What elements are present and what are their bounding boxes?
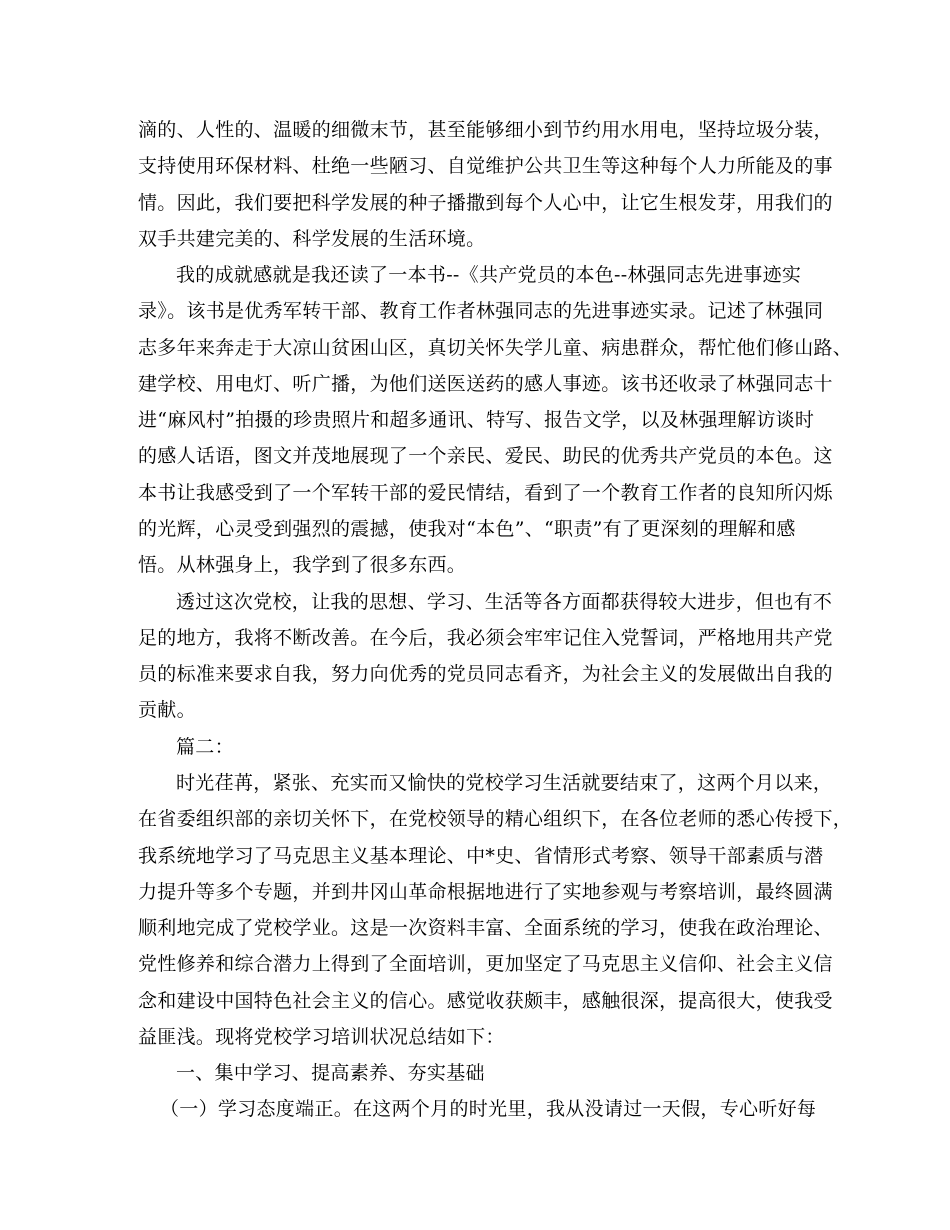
text-line: 我系统地学习了马克思主义基本理论、中*史、省情形式考察、领导干部素质与潜	[138, 845, 824, 867]
section-heading: 篇二：	[176, 736, 234, 758]
text-line: 时光荏苒，紧张、充实而又愉快的党校学习生活就要结束了，这两个月以来，	[176, 772, 833, 794]
text-line: 进“麻风村”拍摄的珍贵照片和超多通讯、特写、报告文学，以及林强理解访谈时	[138, 409, 815, 431]
text-line: 贡献。	[138, 699, 196, 721]
text-line: 益匪浅。现将党校学习培训状况总结如下：	[138, 1026, 505, 1048]
section-heading: 一、集中学习、提高素养、夯实基础	[176, 1062, 485, 1084]
text-line: 顺利地完成了党校学业。这是一次资料丰富、全面系统的学习，使我在政治理论、	[138, 917, 833, 939]
text-line: 双手共建完美的、科学发展的生活环境。	[138, 228, 486, 250]
text-line: 建学校、用电灯、听广播，为他们送医送药的感人事迹。该书还收录了林强同志十	[138, 373, 833, 395]
text-line: 党性修养和综合潜力上得到了全面培训，更加坚定了马克思主义信仰、社会主义信	[138, 953, 833, 975]
text-line: 力提升等多个专题，并到井冈山革命根据地进行了实地参观与考察培训，最终圆满	[138, 881, 833, 903]
text-line: 我的成就感就是我还读了一本书--《共产党员的本色--林强同志先进事迹实	[176, 264, 802, 286]
text-line: 情。因此，我们要把科学发展的种子播撒到每个人心中，让它生根发芽，用我们的	[138, 192, 833, 214]
text-line: 录》。该书是优秀军转干部、教育工作者林强同志的先进事迹实录。记述了林强同	[138, 300, 824, 322]
text-line: 念和建设中国特色社会主义的信心。感觉收获颇丰，感触很深，提高很大，使我受	[138, 990, 833, 1012]
text-line: 透过这次党校，让我的思想、学习、生活等各方面都获得较大进步，但也有不	[176, 591, 833, 613]
text-line: 足的地方，我将不断改善。在今后，我必须会牢牢记住入党誓词，严格地用共产党	[138, 627, 833, 649]
text-line: 本书让我感受到了一个军转干部的爱民情结，看到了一个教育工作者的良知所闪烁	[138, 482, 833, 504]
text-line: 员的标准来要求自我，努力向优秀的党员同志看齐，为社会主义的发展做出自我的	[138, 663, 833, 685]
text-line: 支持使用环保材料、杜绝一些陋习、自觉维护公共卫生等这种每个人力所能及的事	[138, 155, 833, 177]
text-line: 的感人话语，图文并茂地展现了一个亲民、爱民、助民的优秀共产党员的本色。这	[138, 445, 833, 467]
text-line: 滴的、人性的、温暖的细微末节，甚至能够细小到节约用水用电，坚持垃圾分装，	[138, 119, 833, 141]
text-line: 志多年来奔走于大凉山贫困山区，真切关怀失学儿童、病患群众，帮忙他们修山路、	[138, 337, 853, 359]
text-line: 的光辉，心灵受到强烈的震撼，使我对“本色”、“职责”有了更深刻的理解和感	[138, 518, 796, 540]
text-line: 悟。从林强身上，我学到了很多东西。	[138, 554, 467, 576]
text-line: 在省委组织部的亲切关怀下，在党校领导的精心组织下，在各位老师的悉心传授下，	[138, 808, 853, 830]
text-line: （一）学习态度端正。在这两个月的时光里，我从没请过一天假，专心听好每	[160, 1098, 817, 1120]
